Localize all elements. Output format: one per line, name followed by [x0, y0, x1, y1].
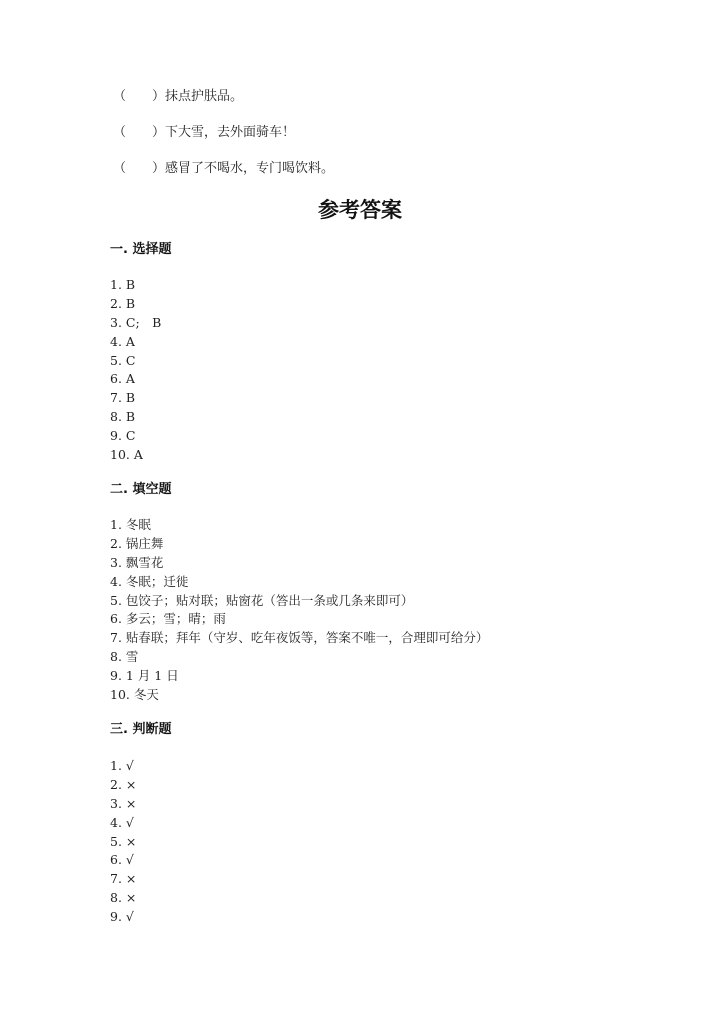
question-line-3: （ ）感冒了不喝水，专门喝饮料。 [113, 161, 335, 176]
answer-item: 9. √ [110, 909, 134, 925]
answer-list-choice [110, 276, 161, 465]
answer-item: 2. B [110, 295, 136, 311]
answer-item: 6. 多云；雪；晴；雨 [110, 611, 226, 627]
answer-item: 9. C [110, 428, 136, 444]
answer-list-true-false [110, 757, 136, 927]
answer-item: 2. × [110, 776, 137, 792]
answer-item: 3. C; B [110, 314, 162, 330]
section-heading-true-false: 三. 判断题 [110, 722, 172, 737]
answer-item: 8. 雪 [110, 649, 139, 665]
section-heading-choice: 一. 选择题 [110, 242, 172, 257]
answer-item: 1. B [110, 277, 136, 292]
page-title: 参考答案 [318, 198, 402, 222]
answer-item: 3. × [110, 795, 137, 811]
answer-item: 7. B [110, 390, 136, 406]
answer-item: 10. 冬天 [110, 687, 159, 703]
answer-item: 4. √ [110, 814, 134, 830]
question-line-2: （ ）下大雪，去外面骑车！ [113, 125, 296, 140]
answer-item: 5. × [110, 833, 137, 849]
answer-item: 5. 包饺子；贴对联；贴窗花（答出一条或几条来即可） [110, 592, 414, 608]
answer-item: 9. 1 月 1 日 [110, 668, 179, 684]
answer-item: 4. A [110, 333, 135, 349]
section-heading-fill-blank: 二. 填空题 [110, 482, 172, 497]
answer-item: 7. 贴春联；拜年（守岁、吃年夜饭等，答案不唯一，合理即可给分） [110, 630, 489, 646]
answer-item: 10. A [110, 447, 143, 463]
answer-list-fill-blank [110, 516, 488, 705]
answer-item: 1. 冬眠 [110, 517, 151, 532]
answer-item: 6. √ [110, 852, 134, 868]
question-line-1: （ ）抹点护肤品。 [113, 89, 244, 104]
answer-item: 3. 飘雪花 [110, 554, 164, 570]
answer-item: 7. × [110, 871, 137, 887]
answer-item: 8. × [110, 890, 137, 906]
answer-item: 6. A [110, 371, 135, 387]
answer-item: 1. √ [110, 758, 134, 773]
answer-item: 2. 锅庄舞 [110, 535, 164, 551]
answer-item: 5. C [110, 352, 136, 368]
answer-item: 4. 冬眠；迁徙 [110, 573, 189, 589]
answer-item: 8. B [110, 409, 136, 425]
